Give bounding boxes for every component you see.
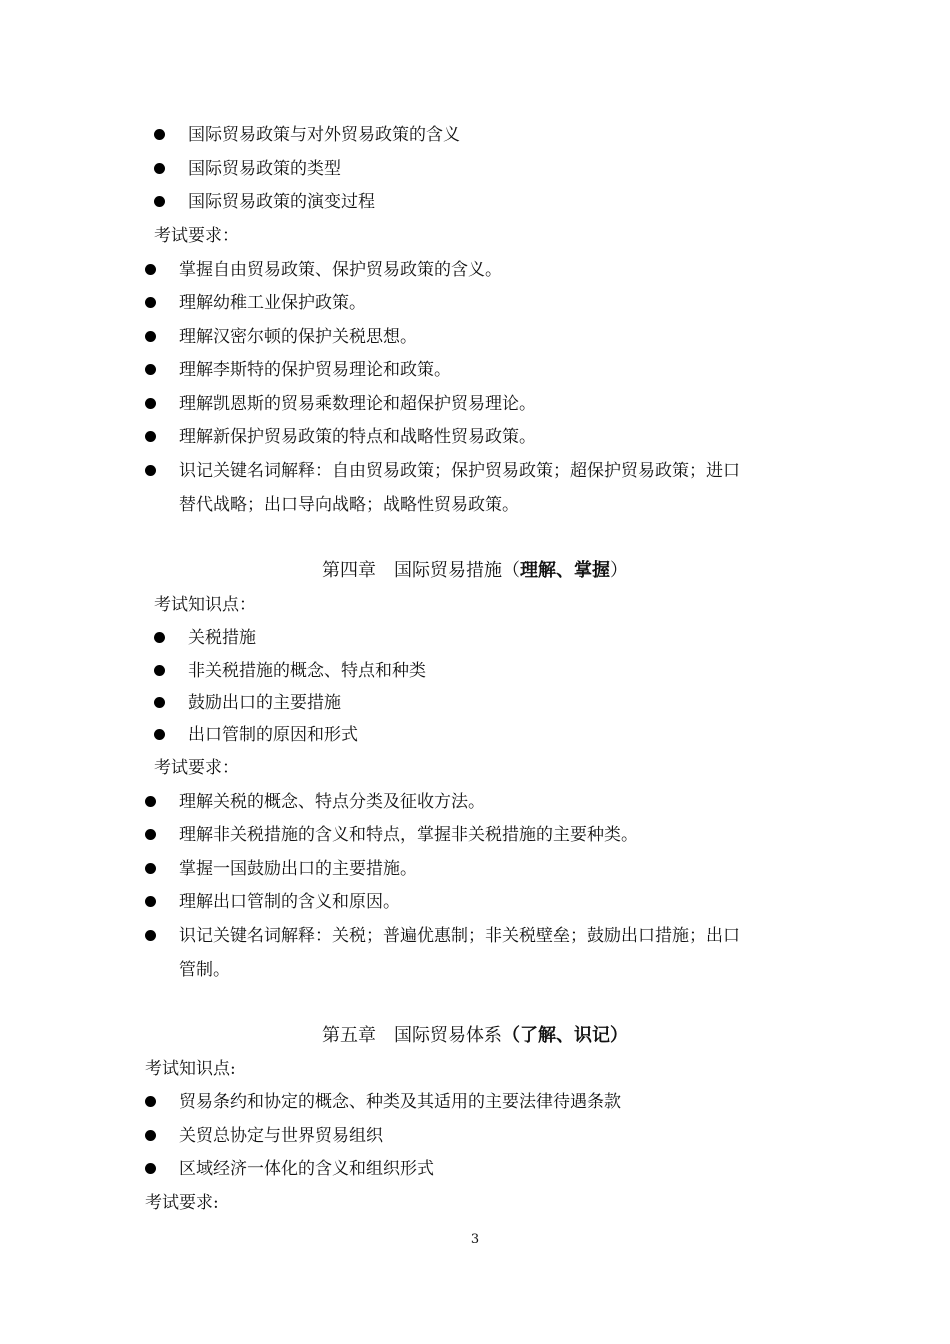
bullet-icon xyxy=(145,1163,156,1174)
requirement-item: 理解非关税措施的含义和特点，掌握非关税措施的主要种类。 xyxy=(179,825,638,845)
bullet-icon xyxy=(145,863,156,874)
bullet-icon xyxy=(154,632,165,643)
bullet-icon xyxy=(145,796,156,807)
bullet-icon xyxy=(145,465,156,476)
requirement-item: 理解幼稚工业保护政策。 xyxy=(179,293,366,313)
bullet-icon xyxy=(145,829,156,840)
requirement-item: 理解关税的概念、特点分类及征收方法。 xyxy=(179,792,485,812)
requirement-item-keyterms-line2: 替代战略；出口导向战略；战略性贸易政策。 xyxy=(179,495,519,515)
bullet-icon xyxy=(145,297,156,308)
requirement-item-keyterms-line1: 识记关键名词解释：自由贸易政策；保护贸易政策；超保护贸易政策；进口 xyxy=(179,461,740,481)
chapter-heading xyxy=(0,1024,950,1048)
bullet-icon xyxy=(145,1096,156,1107)
knowledge-label: 考试知识点： xyxy=(154,595,256,615)
bullet-icon xyxy=(145,1130,156,1141)
chapter-level: （了解、识记） xyxy=(502,1025,628,1046)
bullet-icon xyxy=(154,163,165,174)
requirement-item: 理解李斯特的保护贸易理论和政策。 xyxy=(179,360,451,380)
bullet-icon xyxy=(154,697,165,708)
knowledge-item: 国际贸易政策的演变过程 xyxy=(188,192,375,212)
requirement-item: 理解汉密尔顿的保护关税思想。 xyxy=(179,327,417,347)
chapter-level: 理解、掌握 xyxy=(520,560,610,581)
requirements-label: 考试要求: xyxy=(145,1193,219,1213)
bullet-icon xyxy=(145,364,156,375)
bullet-icon xyxy=(145,930,156,941)
knowledge-item: 国际贸易政策与对外贸易政策的含义 xyxy=(188,125,460,145)
knowledge-item: 关税措施 xyxy=(188,628,256,648)
chapter-title: 第四章 国际贸易措施（ xyxy=(322,560,520,581)
bullet-icon xyxy=(145,398,156,409)
chapter-heading xyxy=(0,559,950,583)
page-number: 3 xyxy=(470,1232,480,1247)
bullet-icon xyxy=(145,331,156,342)
requirements-label: 考试要求： xyxy=(154,758,239,778)
knowledge-item: 非关税措施的概念、特点和种类 xyxy=(188,661,426,681)
bullet-icon xyxy=(154,129,165,140)
chapter-title: 第五章 国际贸易体系 xyxy=(322,1025,502,1046)
knowledge-item: 贸易条约和协定的概念、种类及其适用的主要法律待遇条款 xyxy=(179,1092,621,1112)
requirement-item: 理解新保护贸易政策的特点和战略性贸易政策。 xyxy=(179,427,536,447)
bullet-icon xyxy=(154,196,165,207)
bullet-icon xyxy=(154,729,165,740)
bullet-icon xyxy=(145,431,156,442)
chapter-title-close: ） xyxy=(610,560,628,581)
knowledge-item: 出口管制的原因和形式 xyxy=(188,725,358,745)
knowledge-label: 考试知识点: xyxy=(145,1059,236,1079)
bullet-icon xyxy=(145,264,156,275)
requirement-item: 理解凯恩斯的贸易乘数理论和超保护贸易理论。 xyxy=(179,394,536,414)
knowledge-item: 关贸总协定与世界贸易组织 xyxy=(179,1126,383,1146)
requirement-item: 掌握一国鼓励出口的主要措施。 xyxy=(179,859,417,879)
bullet-icon xyxy=(145,896,156,907)
requirement-item: 掌握自由贸易政策、保护贸易政策的含义。 xyxy=(179,260,502,280)
requirement-item-keyterms-line2: 管制。 xyxy=(179,960,230,980)
knowledge-item: 鼓励出口的主要措施 xyxy=(188,693,341,713)
bullet-icon xyxy=(154,665,165,676)
requirement-item-keyterms-line1: 识记关键名词解释：关税；普遍优惠制；非关税壁垒；鼓励出口措施；出口 xyxy=(179,926,740,946)
knowledge-item: 区域经济一体化的含义和组织形式 xyxy=(179,1159,434,1179)
knowledge-item: 国际贸易政策的类型 xyxy=(188,159,341,179)
requirements-label: 考试要求： xyxy=(154,226,239,246)
requirement-item: 理解出口管制的含义和原因。 xyxy=(179,892,400,912)
